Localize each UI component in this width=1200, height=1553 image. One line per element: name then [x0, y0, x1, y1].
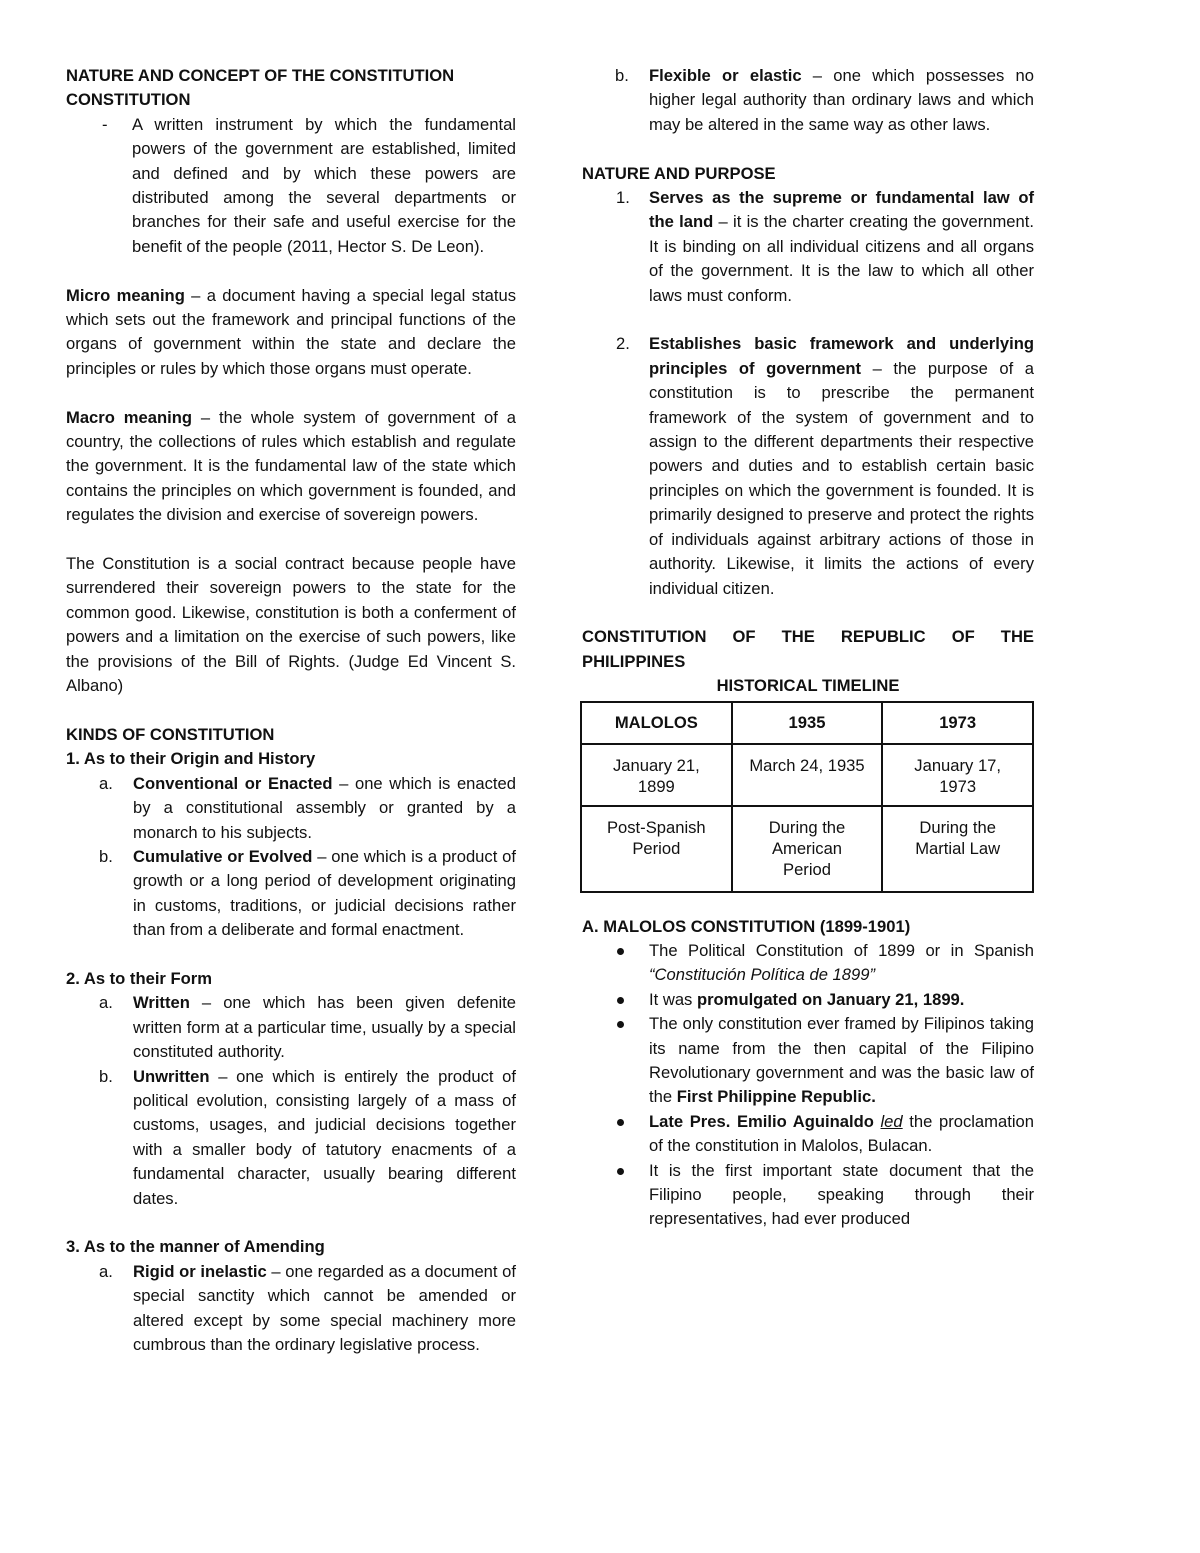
list-item: [582, 1012, 1034, 1110]
macro-meaning: [66, 406, 516, 528]
list-term: Establishes basic framework and underlying principles of government: [649, 334, 1034, 378]
timeline-table: [580, 701, 1034, 893]
table-row: [581, 806, 1033, 892]
underlined-word: led: [880, 1111, 903, 1131]
table-cell: During the Martial Law: [882, 806, 1033, 892]
table-cell: During the American Period: [732, 806, 883, 892]
list-item: [582, 988, 1034, 1012]
micro-term: Micro meaning: [66, 285, 185, 305]
timeline-heading: HISTORICAL TIMELINE: [716, 676, 900, 696]
republic-heading: CONSTITUTION OF THE REPUBLIC OF THE PHILIPPINES: [582, 627, 1034, 671]
macro-term: Macro meaning: [66, 407, 193, 427]
dash-marker: -: [102, 114, 108, 134]
list-term: Conventional or Enacted: [133, 773, 333, 793]
list-text: It is the first important state document that the Filipino people, speaking through their representatives, had ever produced: [649, 1160, 1034, 1229]
list-text: – one which is enacted by a constitutional assembly or granted by a monarch to his subjects.: [133, 773, 516, 842]
list-item: [66, 991, 516, 1064]
malolos-heading: A. MALOLOS CONSTITUTION (1899-1901): [582, 916, 911, 936]
table-header: 1935: [732, 702, 883, 744]
list-text: The only constitution ever framed by Filipinos taking its name from the then capital of the Filipino Revolutionary government and was the basic law of the: [649, 1014, 1034, 1107]
list-marker: a.: [99, 773, 113, 793]
list-term: Written: [133, 993, 190, 1013]
list-marker: a.: [99, 993, 113, 1013]
table-row: [581, 744, 1033, 806]
bullet-icon: [617, 1168, 624, 1175]
list-text: – it is the charter creating the government. It is binding on all individual citizens and all organs of the government. It is the law to which all other laws must conform.: [649, 212, 1034, 305]
list-item: [582, 1159, 1034, 1232]
list-text: the proclamation of the constitution in Malolos, Bulacan.: [649, 1111, 1034, 1156]
table-header-row: [581, 702, 1033, 744]
definition-text: A written instrument by which the fundamental powers of the government are established, limited and defined and by which these powers are distributed among the several departments or branches for their safe and useful exercise for the benefit of the people (2011, Hector S. De Leon).: [132, 114, 516, 256]
list-item: [66, 1065, 516, 1211]
list-item: [66, 845, 516, 943]
list-text: – one regarded as a document of special sanctity which cannot be amended or altered except by some special machinery more cumbrous than the ordinary legislative process.: [133, 1261, 516, 1355]
form-heading: 2. As to their Form: [66, 968, 212, 988]
list-marker: a.: [99, 1261, 113, 1281]
list-term: Unwritten: [133, 1066, 210, 1086]
macro-text: – the whole system of government of a country, the collections of rules which establish and regulate the government. It is the fundamental law of the state which contains the principles on which government is founded, and regulates the division and exercise of sovereign powers.: [66, 407, 516, 525]
list-item: [582, 1110, 1034, 1159]
list-marker: b.: [99, 846, 113, 866]
list-text: – one which is a product of growth or a long period of development originating in customs, traditions, or judicial decisions rather than from a deliberate and formal enactment.: [133, 846, 516, 940]
right-column: [582, 64, 1034, 1232]
list-italic-text: “Constitución Política de 1899”: [649, 965, 875, 985]
list-text: The Political Constitution of 1899 or in Spanish: [649, 940, 1034, 960]
list-text: – one which is entirely the product of political evolution, consisting largely of a mass of customs, usages, and judicial decisions together with a smaller body of tatutory enacments of a fundamental character, usually bearing different dates.: [133, 1066, 516, 1208]
list-text: – one which possesses no higher legal authority than ordinary laws and which may be altered in the same way as other laws.: [649, 66, 1034, 134]
list-bold-text: Late Pres. Emilio Aguinaldo: [649, 1111, 874, 1131]
table-header: 1973: [882, 702, 1033, 744]
bullet-icon: [617, 948, 624, 955]
list-item: [66, 772, 516, 845]
micro-meaning: [66, 284, 516, 382]
list-text: It was: [649, 989, 697, 1009]
list-marker: 2.: [616, 334, 630, 354]
amend-heading: 3. As to the manner of Amending: [66, 1237, 325, 1257]
left-column: [66, 64, 516, 1357]
list-bold-text: First Philippine Republic.: [676, 1087, 876, 1107]
bullet-icon: [617, 1021, 624, 1028]
list-item: [582, 64, 1034, 137]
social-contract-paragraph: The Constitution is a social contract because people have surrendered their sovereign powers to the state for the common good. Likewise, constitution is both a conferment of powers and a limitation on the exercise of such powers, like the provisions of the Bill of Rights. (Judge Ed Vincent S. Albano): [66, 554, 516, 696]
purpose-heading: NATURE AND PURPOSE: [582, 163, 776, 183]
kinds-heading: KINDS OF CONSTITUTION: [66, 724, 275, 744]
list-marker: b.: [99, 1066, 113, 1086]
list-text: – one which has been given defenite written form at a particular time, usually by a special constituted authority.: [133, 993, 516, 1062]
table-cell: January 21, 1899: [581, 744, 732, 806]
list-marker: b.: [615, 66, 629, 85]
table-cell: Post-Spanish Period: [581, 806, 732, 892]
origin-heading: 1. As to their Origin and History: [66, 749, 316, 769]
list-bold-text: promulgated on January 21, 1899.: [696, 989, 965, 1009]
definition-item: [66, 113, 516, 259]
list-item: [66, 1260, 516, 1358]
main-title: NATURE AND CONCEPT OF THE CONSTITUTION: [66, 66, 455, 85]
list-term: Flexible or elastic: [649, 66, 802, 85]
table-cell: March 24, 1935: [732, 744, 883, 806]
list-term: Cumulative or Evolved: [133, 846, 313, 866]
list-term: Rigid or inelastic: [133, 1261, 267, 1281]
list-item: [582, 186, 1034, 308]
bullet-icon: [617, 1119, 624, 1126]
list-term: Serves as the supreme or fundamental law of the land: [649, 188, 1034, 232]
table-cell: January 17, 1973: [882, 744, 1033, 806]
list-item: [582, 332, 1034, 600]
list-text: – the purpose of a constitution is to prescribe the permanent framework of the system of government and to assign to the different departments their respective powers and duties and to establish certain basic principles on which the government is founded. It is primarily designed to preserve and protect the rights of individuals against arbitrary actions of those in authority. Likewise, it limits the actions of every individual citizen.: [649, 358, 1034, 598]
constitution-heading: CONSTITUTION: [66, 90, 191, 110]
table-header: MALOLOS: [581, 702, 732, 744]
bullet-icon: [617, 997, 624, 1004]
list-marker: 1.: [616, 188, 630, 208]
list-item: [582, 939, 1034, 988]
micro-text: – a document having a special legal status which sets out the framework and principal functions of the organs of government within the state and declare the principles or rules by which those organs must operate.: [66, 285, 516, 378]
